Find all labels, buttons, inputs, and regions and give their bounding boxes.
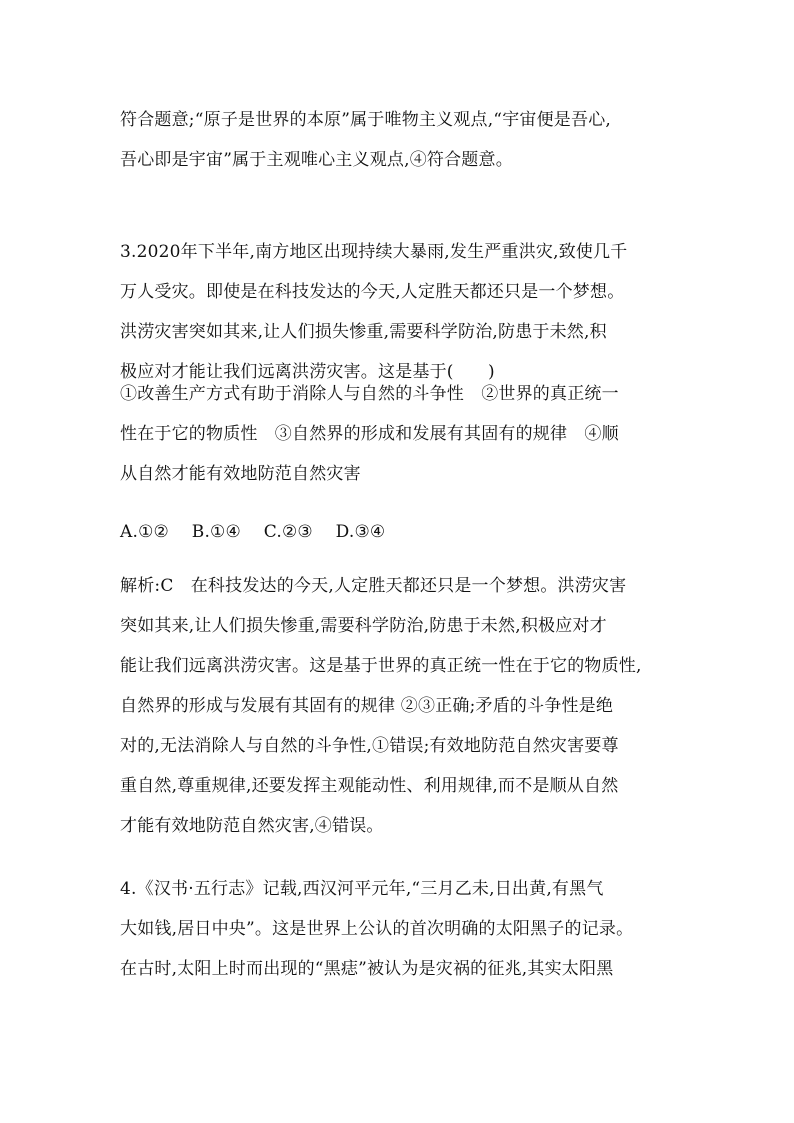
- text-line: 重自然,尊重规律,还要发挥主观能动性、利用规律,而不是顺从自然: [120, 776, 619, 796]
- question-3-stem: [120, 232, 700, 392]
- text-line: 自然界的形成与发展有其固有的规律 ②③正确;矛盾的斗争性是绝: [120, 696, 614, 716]
- question-3-analysis: [120, 566, 700, 846]
- text-line: 解析:C 在科技发达的今天,人定胜天都还只是一个梦想。洪涝灾害: [120, 576, 627, 596]
- text-line: 在古时,太阳上时而出现的“黑痣”被认为是灾祸的征兆,其实太阳黑: [120, 959, 614, 979]
- answer-choices: A.①② B.①④ C.②③ D.③④: [120, 522, 386, 542]
- text-line: 能让我们远离洪涝灾害。这是基于世界的真正统一性在于它的物质性,: [120, 656, 642, 676]
- text-line: 洪涝灾害突如其来,让人们损失惨重,需要科学防治,防患于未然,积: [120, 322, 607, 342]
- question-3-statements: [120, 374, 700, 494]
- text-line: 突如其来,让人们损失惨重,需要科学防治,防患于未然,积极应对才: [120, 616, 607, 636]
- text-line: 吾心即是宇宙”属于主观唯心主义观点,④符合题意。: [120, 150, 513, 170]
- text-line: 才能有效地防范自然灾害,④错误。: [120, 816, 384, 836]
- text-line: 大如钱,居日中央”。这是世界上公认的首次明确的太阳黑子的记录。: [120, 919, 634, 939]
- text-line: 符合题意;“原子是世界的本原”属于唯物主义观点,“宇宙便是吾心,: [120, 110, 612, 130]
- text-line: 性在于它的物质性 ③自然界的形成和发展有其固有的规律 ④顺: [120, 424, 619, 444]
- question-4-stem: [120, 869, 700, 989]
- text-line: ①改善生产方式有助于消除人与自然的斗争性 ②世界的真正统一: [120, 384, 619, 404]
- text-line: 万人受灾。即使是在科技发达的今天,人定胜天都还只是一个梦想。: [120, 282, 625, 302]
- text-line: 对的,无法消除人与自然的斗争性,①错误;有效地防范自然灾害要尊: [120, 736, 619, 756]
- text-line: 3.2020年下半年,南方地区出现持续大暴雨,发生严重洪灾,致使几千: [120, 242, 628, 262]
- text-line: 从自然才能有效地防范自然灾害: [120, 464, 361, 484]
- text-line: 4.《汉书·五行志》记载,西汉河平元年,“三月乙未,日出黄,有黑气: [120, 879, 604, 899]
- text-line: 极应对才能让我们远离洪涝灾害。这是基于( ): [120, 362, 495, 382]
- question-3-choices: [120, 512, 700, 552]
- previous-answer-continuation: [120, 100, 700, 180]
